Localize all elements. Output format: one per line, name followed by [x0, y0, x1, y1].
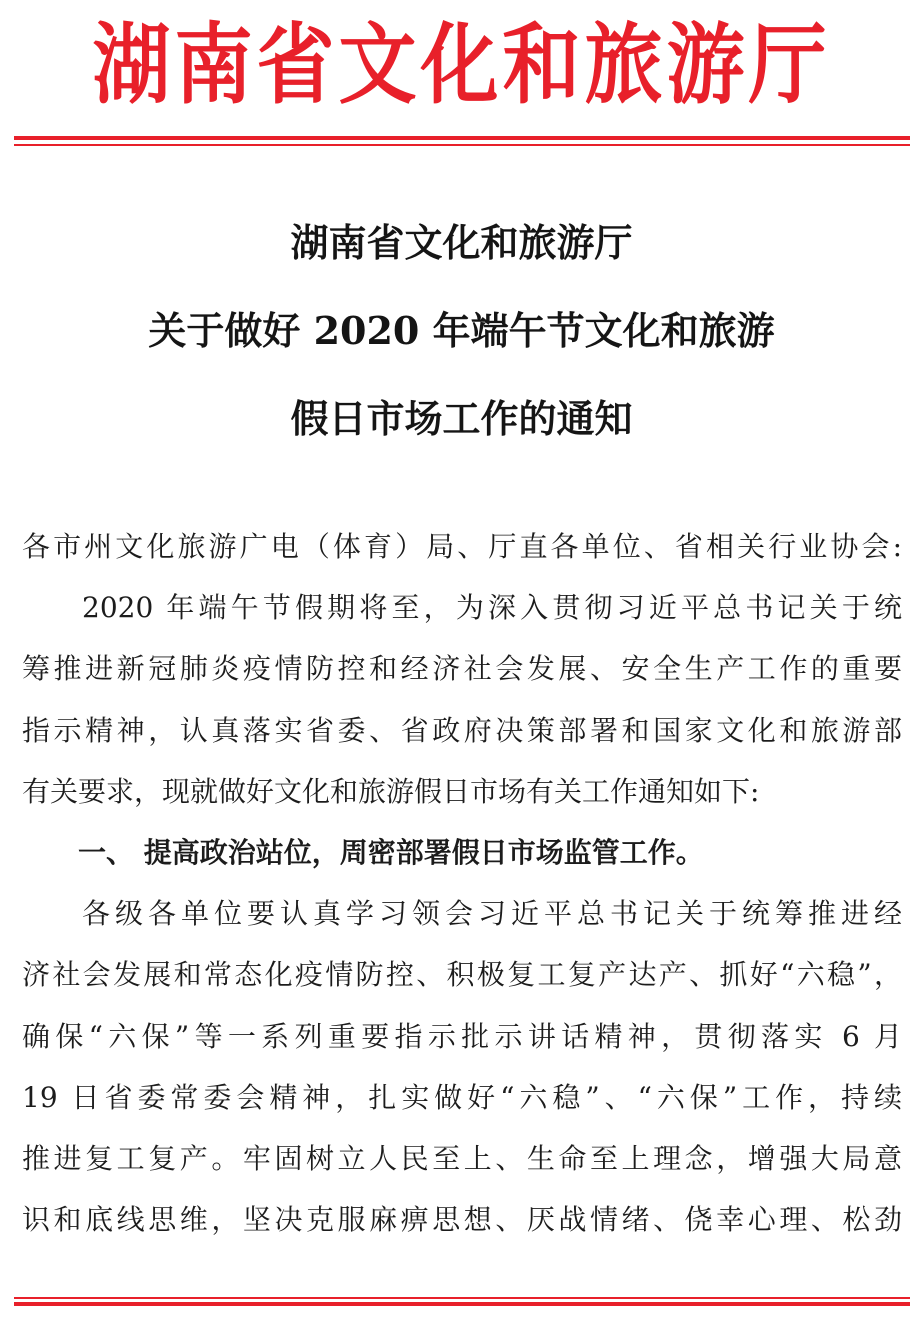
paragraph-2-line-1: 各级各单位要认真学习领会习近平总书记关于统筹推进经	[82, 897, 902, 931]
title-line-3: 假日市场工作的通知	[290, 396, 633, 441]
paragraph-1-line-4: 有关要求，现就做好文化和旅游假日市场有关工作通知如下:	[22, 774, 760, 808]
document-title	[0, 206, 923, 470]
paragraph-2-line-6: 识和底线思维，坚决克服麻痹思想、厌战情绪、侥幸心理、松劲	[22, 1203, 902, 1237]
letterhead-org-name: 湖南省文化和旅游厅	[92, 15, 831, 117]
document-body	[22, 516, 902, 1250]
footer-rule-thin	[14, 1297, 910, 1299]
salutation: 各市州文化旅游广电（体育）局、厅直各单位、省相关行业协会:	[22, 530, 902, 563]
paragraph-1-line-2: 筹推进新冠肺炎疫情防控和经济社会发展、安全生产工作的重要	[22, 652, 902, 686]
title-line-2: 关于做好 2020 年端午节文化和旅游	[148, 308, 775, 353]
letterhead-rule-top-thin	[14, 144, 910, 146]
section-1-heading: 一、 提高政治站位，周密部署假日市场监管工作。	[78, 835, 704, 869]
paragraph-1-line-1: 2020 年端午节假期将至，为深入贯彻习近平总书记关于统	[82, 591, 902, 625]
paragraph-2-line-3: 确保“六保”等一系列重要指示批示讲话精神，贯彻落实 6 月	[22, 1019, 902, 1053]
paragraph-1-line-3: 指示精神，认真落实省委、省政府决策部署和国家文化和旅游部	[22, 713, 902, 747]
paragraph-2-line-4: 19 日省委常委会精神，扎实做好“六稳”、“六保”工作，持续	[22, 1080, 902, 1114]
letterhead-rule-top	[14, 136, 910, 140]
paragraph-2-line-5: 推进复工复产。牢固树立人民至上、生命至上理念，增强大局意	[22, 1141, 902, 1175]
title-line-1: 湖南省文化和旅游厅	[290, 220, 633, 265]
paragraph-2-line-2: 济社会发展和常态化疫情防控、积极复工复产达产、抓好“六稳”，	[22, 958, 902, 992]
footer-rule-thick	[14, 1302, 910, 1306]
